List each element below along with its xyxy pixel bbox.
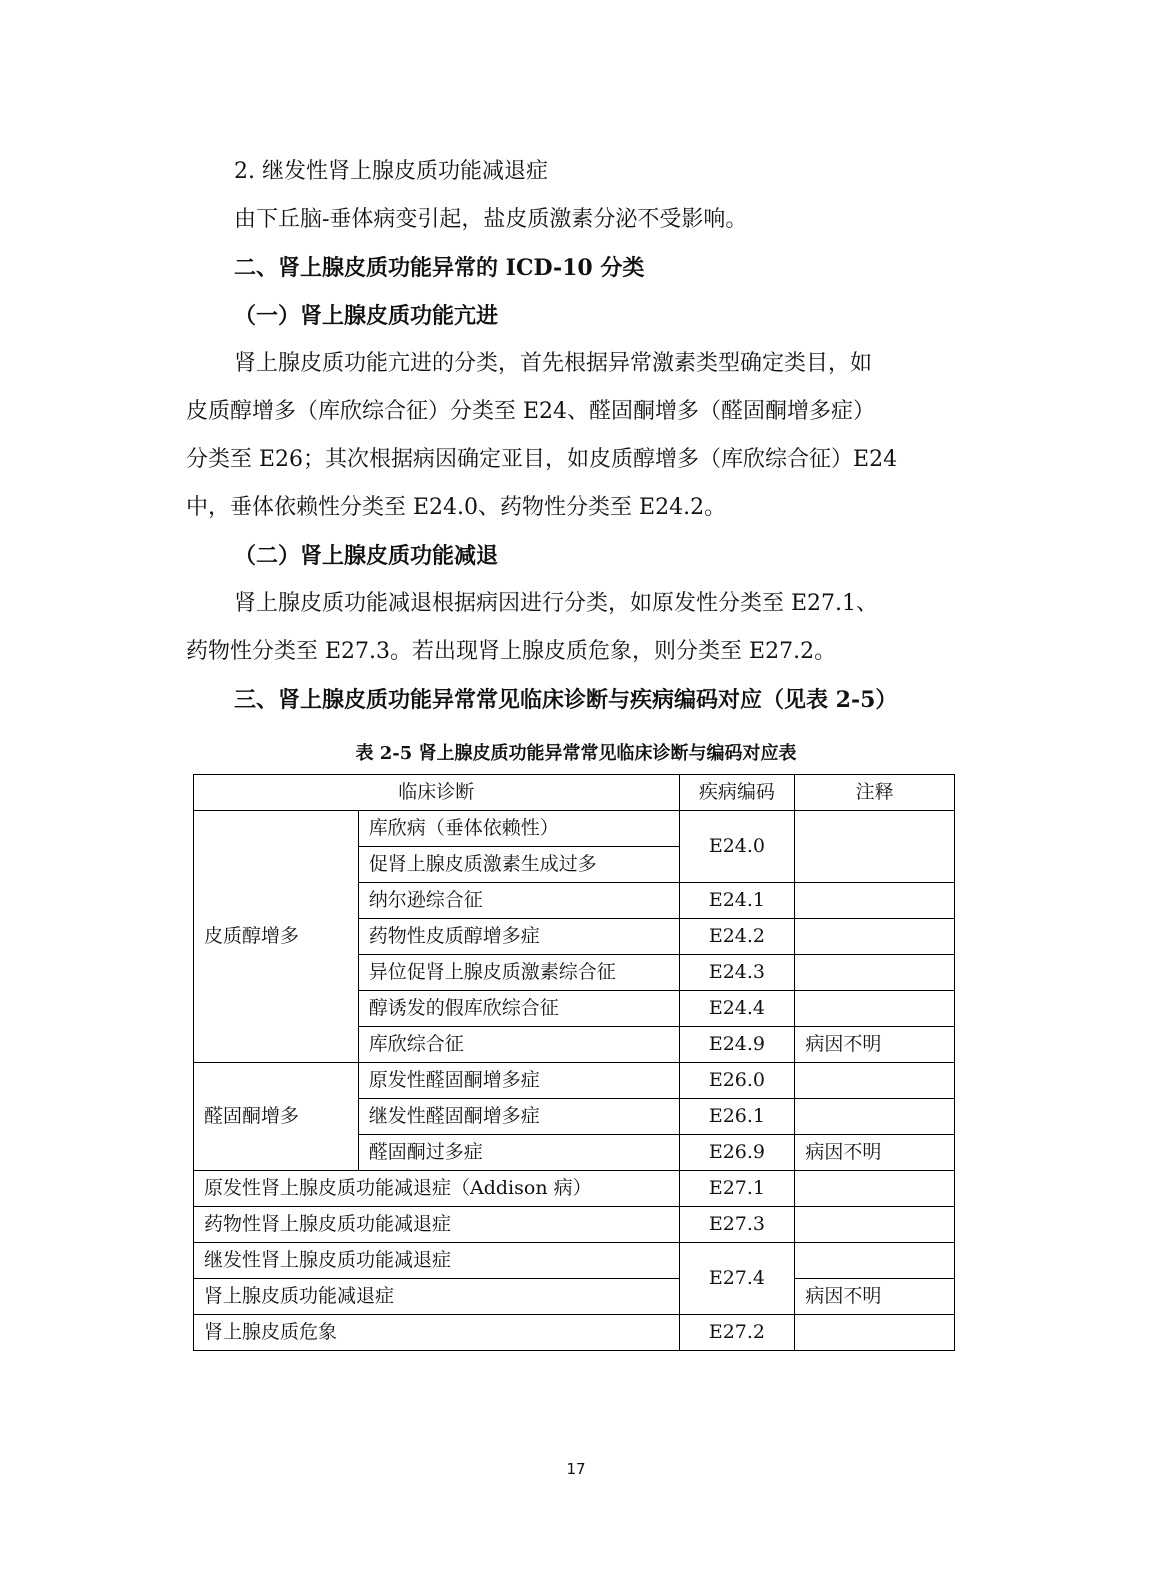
- note-cell: [795, 1099, 955, 1135]
- table-caption: 表 2-5 肾上腺皮质功能异常常见临床诊断与编码对应表: [355, 743, 797, 764]
- note-cell: [795, 1243, 955, 1279]
- header-diagnosis: 临床诊断: [194, 775, 680, 811]
- note-cell: 病因不明: [795, 1027, 955, 1063]
- note-cell: [795, 919, 955, 955]
- table-row: [194, 1243, 955, 1279]
- diagnosis-cell: 继发性醛固酮增多症: [358, 1099, 679, 1135]
- code-cell: E24.9: [679, 1027, 795, 1063]
- paragraph: 由下丘脑-垂体病变引起，盐皮质激素分泌不受影响。: [234, 207, 748, 232]
- note-cell: [795, 1315, 955, 1351]
- note-cell: [795, 1063, 955, 1099]
- note-cell: [795, 811, 955, 883]
- table-header-row: [194, 775, 955, 811]
- note-cell: 病因不明: [795, 1135, 955, 1171]
- group-label: 皮质醇增多: [194, 811, 359, 1063]
- table-row: [194, 1171, 955, 1207]
- diagnosis-cell: 肾上腺皮质危象: [194, 1315, 680, 1351]
- note-cell: 病因不明: [795, 1279, 955, 1315]
- diagnosis-cell: 库欣病（垂体依赖性）: [358, 811, 679, 847]
- diagnosis-cell: 纳尔逊综合征: [358, 883, 679, 919]
- table-row: [194, 1063, 955, 1099]
- paragraph-line: 肾上腺皮质功能减退根据病因进行分类，如原发性分类至 E27.1、: [234, 591, 879, 616]
- header-note: 注释: [795, 775, 955, 811]
- code-cell: E26.1: [679, 1099, 795, 1135]
- code-cell: E27.1: [679, 1171, 795, 1207]
- table-row: [194, 1315, 955, 1351]
- code-cell: E24.0: [679, 811, 795, 883]
- paragraph-line: 分类至 E26；其次根据病因确定亚目，如皮质醇增多（库欣综合征）E24: [186, 447, 898, 472]
- note-cell: [795, 883, 955, 919]
- diagnosis-cell: 药物性肾上腺皮质功能减退症: [194, 1207, 680, 1243]
- note-cell: [795, 1207, 955, 1243]
- subsection-item-2: 2. 继发性肾上腺皮质功能减退症: [234, 159, 548, 184]
- code-cell: E26.9: [679, 1135, 795, 1171]
- code-cell: E24.2: [679, 919, 795, 955]
- paragraph-line: 肾上腺皮质功能亢进的分类，首先根据异常激素类型确定类目，如: [234, 351, 873, 376]
- section-heading: 三、肾上腺皮质功能异常常见临床诊断与疾病编码对应（见表 2-5）: [234, 687, 898, 713]
- note-cell: [795, 991, 955, 1027]
- subsection-heading: （二）肾上腺皮质功能减退: [234, 543, 499, 569]
- diagnosis-cell: 原发性醛固酮增多症: [358, 1063, 679, 1099]
- header-code: 疾病编码: [679, 775, 795, 811]
- diagnosis-cell: 促肾上腺皮质激素生成过多: [358, 847, 679, 883]
- note-cell: [795, 1171, 955, 1207]
- diagnosis-cell: 继发性肾上腺皮质功能减退症: [194, 1243, 680, 1279]
- code-cell: E27.2: [679, 1315, 795, 1351]
- code-cell: E24.1: [679, 883, 795, 919]
- table-row: [194, 811, 955, 847]
- paragraph-line: 中，垂体依赖性分类至 E24.0、药物性分类至 E24.2。: [186, 495, 727, 520]
- code-cell: E27.3: [679, 1207, 795, 1243]
- table-row: [194, 1279, 955, 1315]
- subsection-heading: （一）肾上腺皮质功能亢进: [234, 303, 499, 329]
- group-label: 醛固酮增多: [194, 1063, 359, 1171]
- diagnosis-cell: 肾上腺皮质功能减退症: [194, 1279, 680, 1315]
- section-heading: 二、肾上腺皮质功能异常的 ICD-10 分类: [234, 255, 645, 281]
- diagnosis-cell: 醛固酮过多症: [358, 1135, 679, 1171]
- code-cell: E24.4: [679, 991, 795, 1027]
- page-number: 17: [566, 1460, 586, 1478]
- diagnosis-cell: 库欣综合征: [358, 1027, 679, 1063]
- code-cell: E26.0: [679, 1063, 795, 1099]
- paragraph-line: 皮质醇增多（库欣综合征）分类至 E24、醛固酮增多（醛固酮增多症）: [186, 399, 876, 424]
- note-cell: [795, 955, 955, 991]
- table-row: [194, 1207, 955, 1243]
- code-cell: E27.4: [679, 1243, 795, 1315]
- code-cell: E24.3: [679, 955, 795, 991]
- diagnosis-cell: 原发性肾上腺皮质功能减退症（Addison 病）: [194, 1171, 680, 1207]
- diagnosis-cell: 异位促肾上腺皮质激素综合征: [358, 955, 679, 991]
- diagnosis-code-table: [193, 774, 955, 1351]
- diagnosis-cell: 醇诱发的假库欣综合征: [358, 991, 679, 1027]
- paragraph-line: 药物性分类至 E27.3。若出现肾上腺皮质危象，则分类至 E27.2。: [186, 639, 837, 664]
- diagnosis-cell: 药物性皮质醇增多症: [358, 919, 679, 955]
